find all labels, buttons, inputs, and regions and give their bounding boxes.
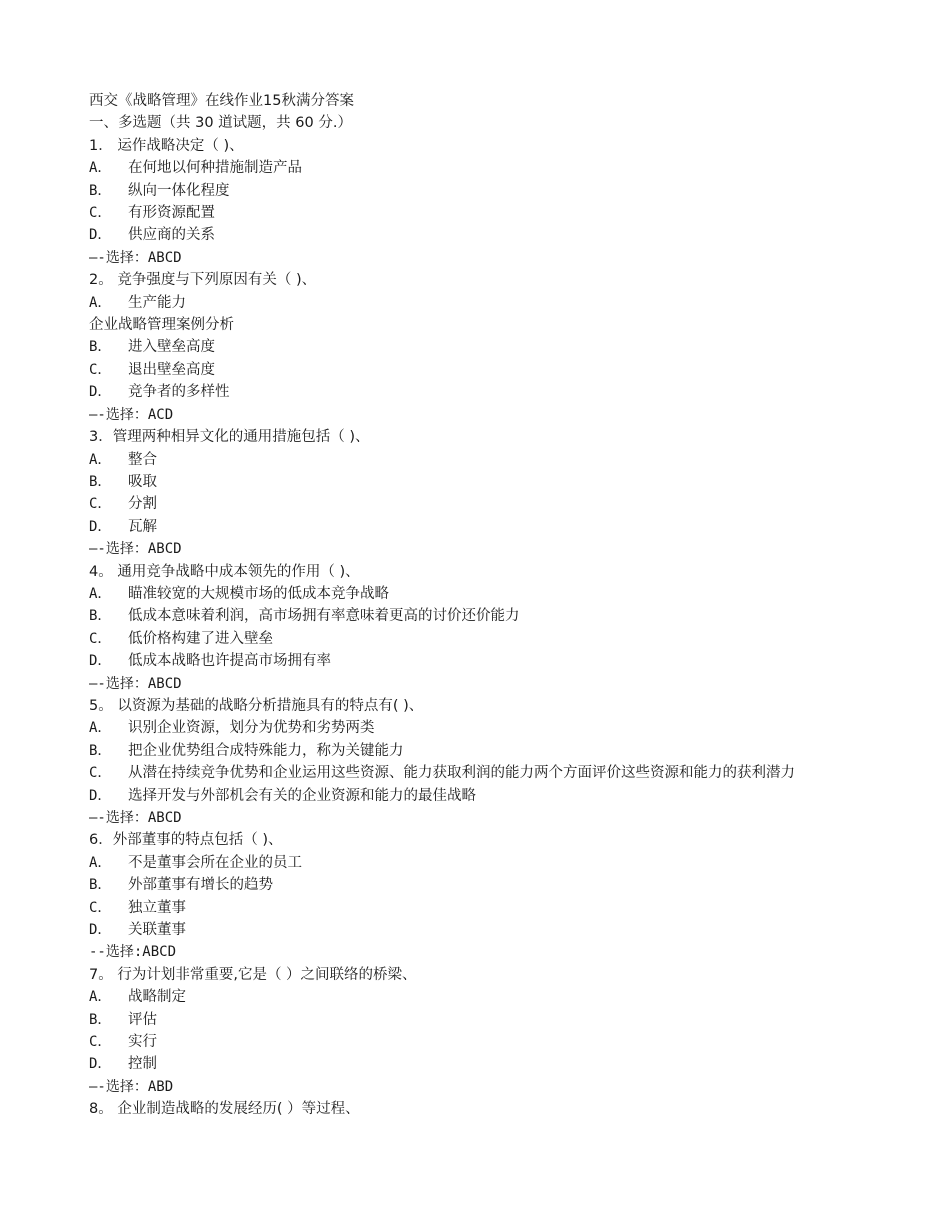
option-text: 吸取: [128, 473, 157, 490]
option-d: [89, 1053, 869, 1075]
option-d: [89, 650, 869, 672]
question-stem: 6．外部董事的特点包括（ )、: [89, 832, 283, 849]
answer-line: —-选择：ABD: [89, 1078, 174, 1095]
option-c: [89, 202, 869, 224]
option-label: A．: [89, 989, 112, 1006]
option-d: [89, 224, 869, 246]
question-1: [89, 135, 869, 269]
option-label: D．: [89, 227, 112, 244]
question-5: [89, 695, 869, 829]
option-a: [89, 717, 869, 739]
option-text: 把企业优势组合成特殊能力，称为关键能力: [128, 742, 404, 759]
interjected-note: 企业战略管理案例分析: [89, 317, 234, 334]
option-label: C．: [89, 1034, 112, 1051]
option-a: [89, 449, 869, 471]
question-stem: 7。 行为计划非常重要,它是（ ）之间联络的桥梁、: [89, 966, 417, 983]
answer-line: —-选择：ACD: [89, 406, 174, 423]
question-stem: 4。 通用竞争战略中成本领先的作用（ )、: [89, 563, 360, 580]
option-d: [89, 785, 869, 807]
question-stem: 8。 企业制造战略的发展经历( ）等过程、: [89, 1101, 360, 1118]
option-label: D．: [89, 1056, 112, 1073]
option-b: [89, 740, 869, 762]
question-6: [89, 829, 869, 963]
option-a: [89, 157, 869, 179]
option-text: 低成本战略也许提高市场拥有率: [128, 653, 331, 670]
option-label: C．: [89, 496, 112, 513]
option-label: B．: [89, 182, 112, 199]
option-text: 低成本意味着利润，高市场拥有率意味着更高的讨价还价能力: [128, 608, 520, 625]
option-label: B．: [89, 877, 112, 894]
question-7: [89, 964, 869, 1098]
option-text: 有形资源配置: [128, 205, 215, 222]
option-label: C．: [89, 899, 112, 916]
question-2: [89, 269, 869, 426]
answer-line: —-选择：ABCD: [89, 810, 182, 826]
option-a: [89, 292, 869, 314]
question-stem: 2。 竞争强度与下列原因有关（ )、: [89, 272, 317, 289]
option-text: 选择开发与外部机会有关的企业资源和能力的最佳战略: [128, 787, 476, 804]
option-c: [89, 897, 869, 919]
option-text: 独立董事: [128, 899, 186, 916]
option-label: B．: [89, 742, 112, 759]
option-text: 整合: [128, 451, 157, 468]
option-label: A．: [89, 854, 112, 871]
option-text: 不是董事会所在企业的员工: [128, 854, 302, 871]
option-text: 瓦解: [128, 518, 157, 535]
option-c: [89, 762, 869, 784]
option-b: [89, 336, 869, 358]
option-label: D．: [89, 384, 112, 401]
option-d: [89, 381, 869, 403]
option-b: [89, 605, 869, 627]
document-title: 西交《战略管理》在线作业15秋满分答案: [89, 93, 354, 109]
option-a: [89, 986, 869, 1008]
option-text: 瞄准较宽的大规模市场的低成本竞争战略: [128, 585, 389, 602]
option-text: 进入壁垒高度: [128, 339, 215, 356]
option-label: D．: [89, 653, 112, 670]
question-stem: 3．管理两种相异文化的通用措施包括（ )、: [89, 429, 370, 446]
option-c: [89, 359, 869, 381]
option-b: [89, 180, 869, 202]
question-3: [89, 426, 869, 560]
option-label: A．: [89, 720, 112, 737]
option-b: [89, 874, 869, 896]
option-c: [89, 628, 869, 650]
option-text: 分割: [128, 496, 157, 513]
option-c: [89, 493, 869, 515]
option-label: B．: [89, 473, 112, 490]
option-label: A．: [89, 294, 112, 311]
document-body: [89, 90, 869, 1121]
answer-line: —-选择：ABCD: [89, 541, 182, 558]
option-a: [89, 852, 869, 874]
option-label: B．: [89, 1011, 112, 1028]
option-label: D．: [89, 922, 112, 939]
option-c: [89, 1031, 869, 1053]
option-text: 战略制定: [128, 989, 186, 1006]
question-8: [89, 1098, 869, 1120]
option-label: A．: [89, 585, 112, 602]
option-label: D．: [89, 518, 112, 535]
option-b: [89, 1009, 869, 1031]
option-label: A．: [89, 160, 112, 177]
option-text: 实行: [128, 1034, 157, 1051]
option-label: C．: [89, 765, 112, 782]
option-text: 退出壁垒高度: [128, 361, 215, 378]
option-text: 从潜在持续竞争优势和企业运用这些资源、能力获取利润的能力两个方面评价这些资源和能力的获利潜力: [128, 765, 795, 782]
section-header: 一、多选题（共 30 道试题，共 60 分.）: [89, 115, 352, 132]
option-label: C．: [89, 361, 112, 378]
answer-line: –-选择：ABCD: [89, 249, 182, 266]
option-label: B．: [89, 608, 112, 625]
option-text: 关联董事: [128, 922, 186, 939]
option-label: A．: [89, 451, 112, 468]
question-stem: 5。 以资源为基础的战略分析措施具有的特点有( )、: [89, 697, 424, 714]
option-text: 在何地以何种措施制造产品: [128, 160, 302, 177]
option-text: 评估: [128, 1011, 157, 1028]
question-stem: 1． 运作战略决定（ )、: [89, 137, 244, 154]
option-d: [89, 516, 869, 538]
option-label: D．: [89, 787, 112, 804]
option-text: 竞争者的多样性: [128, 384, 230, 401]
question-4: [89, 561, 869, 695]
option-d: [89, 919, 869, 941]
answer-line: --选择:ABCD: [89, 944, 177, 961]
option-label: B．: [89, 339, 112, 356]
option-a: [89, 583, 869, 605]
answer-line: —-选择：ABCD: [89, 675, 182, 692]
option-label: C．: [89, 205, 112, 222]
option-text: 控制: [128, 1056, 157, 1073]
option-text: 纵向一体化程度: [128, 182, 230, 199]
option-text: 低价格构建了进入壁垒: [128, 630, 273, 647]
option-b: [89, 471, 869, 493]
option-text: 生产能力: [128, 294, 186, 311]
option-label: C．: [89, 630, 112, 647]
option-text: 外部董事有增长的趋势: [128, 877, 273, 894]
option-text: 识别企业资源，划分为优势和劣势两类: [128, 720, 375, 737]
option-text: 供应商的关系: [128, 227, 215, 244]
